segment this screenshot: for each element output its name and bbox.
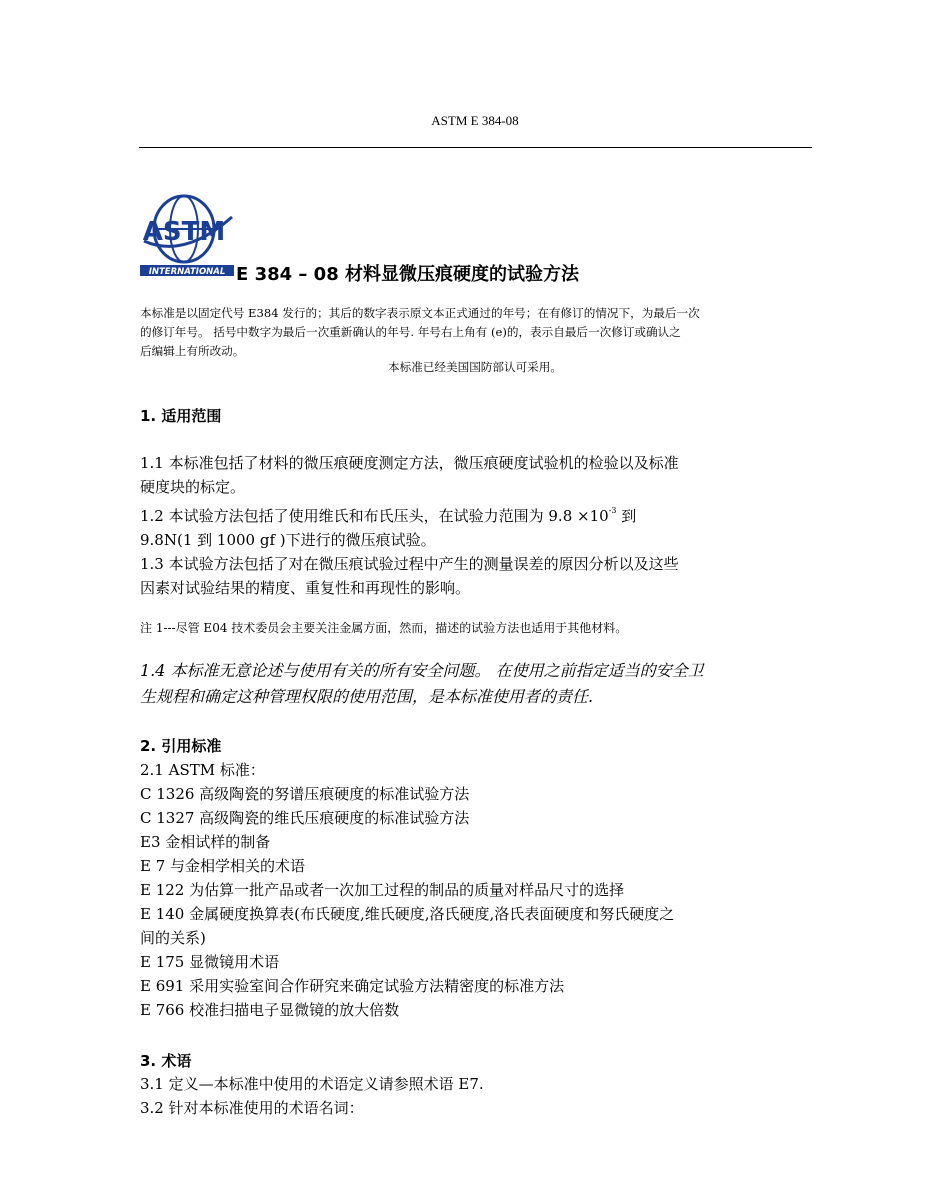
- section-heading-references: 2. 引用标准: [140, 737, 222, 755]
- preface-line: 的修订年号。 括号中数字为最后一次重新确认的年号. 年号右上角有 (e)的，表示自最后一次修订或确认之: [140, 325, 681, 339]
- list-item: 2.1 ASTM 标准：: [140, 761, 265, 779]
- safety-statement: [140, 658, 816, 710]
- list-item: 间的关系): [140, 929, 206, 947]
- logo-subtext: INTERNATIONAL: [148, 267, 226, 277]
- approval-note: 本标准已经美国国防部认可采用。: [388, 360, 562, 374]
- paragraph-line: 硬度块的标定。: [140, 478, 246, 496]
- astm-globe-icon: [140, 193, 236, 277]
- list-item: C 1326 高级陶瓷的努谱压痕硬度的标准试验方法: [140, 785, 470, 803]
- list-item: E 175 显微镜用术语: [140, 953, 280, 971]
- list-item: E 691 采用实验室间合作研究来确定试验方法精密度的标准方法: [140, 977, 565, 995]
- list-item: E 122 为估算一批产品或者一次加工过程的制品的质量对样品尺寸的选择: [140, 881, 625, 899]
- list-item: E 766 校准扫描电子显微镜的放大倍数: [140, 1001, 400, 1019]
- document-title: E 384 – 08 材料显微压痕硬度的试验方法: [236, 264, 579, 285]
- page-header: ASTM E 384-08: [431, 113, 519, 128]
- preface: [140, 304, 812, 361]
- list-item: E3 金相试样的制备: [140, 833, 271, 851]
- list-item: E 7 与金相学相关的术语: [140, 857, 306, 875]
- section-heading-terminology: 3. 术语: [140, 1052, 192, 1070]
- list-item: C 1327 高级陶瓷的维氏压痕硬度的标准试验方法: [140, 809, 470, 827]
- astm-logo: [140, 193, 236, 277]
- note-1: 注 1---尽管 E04 技术委员会主要关注金属方面，然而，描述的试验方法也适用于其他材料。: [140, 621, 628, 635]
- paragraph-line: 1.3 本试验方法包括了对在微压痕试验过程中产生的测量误差的原因分析以及这些: [140, 555, 679, 573]
- paragraph-line: 9.8N(1 到 1000 gf )下进行的微压痕试验。: [140, 531, 436, 549]
- preface-line: 本标准是以固定代号 E384 发行的；其后的数字表示原文本正式通过的年号；在有修订的情况下，为最后一次: [140, 306, 700, 320]
- scope-body: [140, 451, 816, 600]
- section-heading-scope: 1. 适用范围: [140, 407, 222, 425]
- paragraph-line: 因素对试验结果的精度、重复性和再现性的影响。: [140, 579, 471, 597]
- paragraph-line: 1.1 本标准包括了材料的微压痕硬度测定方法，微压痕硬度试验机的检验以及标准: [140, 454, 679, 472]
- list-item: 3.2 针对本标准使用的术语名词：: [140, 1099, 364, 1117]
- list-item: E 140 金属硬度换算表(布氏硬度,维氏硬度,洛氏硬度,洛氏表面硬度和努氏硬度之: [140, 905, 675, 923]
- terminology-list: [140, 1072, 816, 1120]
- header-rule: [139, 147, 812, 148]
- logo-text: ASTM: [142, 217, 226, 247]
- references-list: [140, 758, 816, 1022]
- paragraph-line: 1.4 本标准无意论述与使用有关的所有安全问题。 在使用之前指定适当的安全卫: [140, 661, 704, 680]
- paragraph-line: 1.2 本试验方法包括了使用维氏和布氏压头，在试验力范围为 $9.8 \times 10^{-3}$ 到: [140, 506, 637, 525]
- paragraph-line: 生规程和确定这种管理权限的使用范围，是本标准使用者的责任.: [140, 687, 594, 706]
- list-item: 3.1 定义—本标准中使用的术语定义请参照术语 E7.: [140, 1075, 484, 1093]
- preface-line: 后编辑上有所改动。: [140, 344, 245, 358]
